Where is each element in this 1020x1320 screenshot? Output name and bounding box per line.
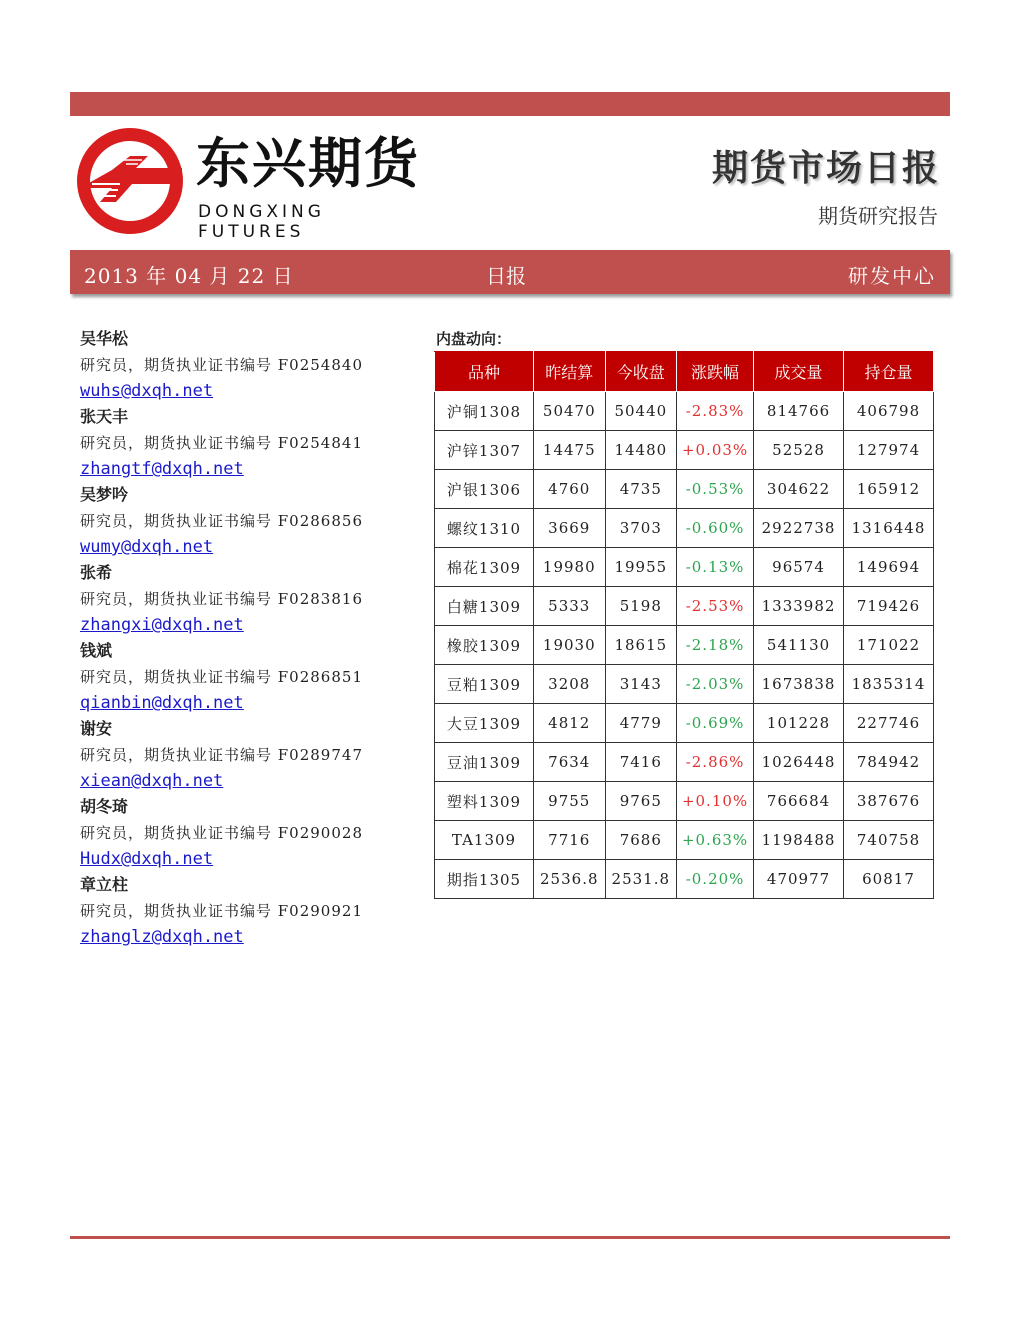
table-cell: 766684 [754,782,844,821]
table-row [435,509,934,548]
analyst-email-link[interactable]: qianbin@dxqh.net [80,693,244,713]
brand-name-en: DONGXING FUTURES [198,202,325,242]
table-cell: 3703 [605,509,677,548]
table-cell: TA1309 [435,821,534,860]
table-row [435,704,934,743]
table-cell: 784942 [844,743,934,782]
table-cell: 沪锌1307 [435,431,534,470]
table-row [435,782,934,821]
table-row [435,743,934,782]
table-cell: 棉花1309 [435,548,534,587]
table-cell: 1198488 [754,821,844,860]
table-cell: -2.53% [677,587,754,626]
info-bar [70,250,950,294]
analyst-name: 张天丰 [80,407,129,426]
table-cell: 豆油1309 [435,743,534,782]
table-cell: 60817 [844,860,934,899]
table-cell: 127974 [844,431,934,470]
table-cell: 52528 [754,431,844,470]
table-cell: 塑料1309 [435,782,534,821]
table-cell: 3143 [605,665,677,704]
report-type: 日报 [486,264,526,288]
analyst-email-link[interactable]: wuhs@dxqh.net [80,381,214,401]
table-cell: 18615 [605,626,677,665]
table-cell: -2.83% [677,392,754,431]
table-cell: 4812 [534,704,606,743]
analyst-name: 胡冬琦 [80,797,129,816]
analyst-role: 研究员，期货执业证书编号 F0289747 [80,746,363,764]
analyst-entry [80,872,420,950]
analyst-entry [80,638,420,716]
table-cell: 豆粕1309 [435,665,534,704]
column-header: 今收盘 [605,352,677,392]
table-cell: 719426 [844,587,934,626]
table-cell: 1673838 [754,665,844,704]
table-cell: 304622 [754,470,844,509]
table-cell: 50470 [534,392,606,431]
table-cell: -2.03% [677,665,754,704]
table-cell: -2.18% [677,626,754,665]
table-row [435,626,934,665]
table-cell: 2531.8 [605,860,677,899]
report-subtitle: 期货研究报告 [818,204,938,228]
table-cell: +0.03% [677,431,754,470]
table-row [435,665,934,704]
table-cell: 101228 [754,704,844,743]
table-cell: 1316448 [844,509,934,548]
analyst-role: 研究员，期货执业证书编号 F0254840 [80,356,363,374]
table-cell: 白糖1309 [435,587,534,626]
table-cell: 740758 [844,821,934,860]
table-cell: 沪银1306 [435,470,534,509]
table-cell: 2536.8 [534,860,606,899]
column-header: 持仓量 [844,352,934,392]
report-date: 2013 年 04 月 22 日 [84,264,294,288]
analyst-entry [80,560,420,638]
table-cell: -0.69% [677,704,754,743]
table-cell: 4779 [605,704,677,743]
column-header: 涨跌幅 [677,352,754,392]
table-title: 内盘动向： [436,330,512,348]
table-cell: 7686 [605,821,677,860]
table-cell: 171022 [844,626,934,665]
table-cell: 406798 [844,392,934,431]
analyst-name: 章立柱 [80,875,129,894]
table-cell: +0.10% [677,782,754,821]
table-row [435,821,934,860]
analyst-role: 研究员，期货执业证书编号 F0254841 [80,434,363,452]
table-cell: -0.13% [677,548,754,587]
analyst-role: 研究员，期货执业证书编号 F0286856 [80,512,363,530]
futures-quote-table [434,351,934,899]
analyst-role: 研究员，期货执业证书编号 F0290921 [80,902,363,920]
table-cell: 19955 [605,548,677,587]
table-cell: 大豆1309 [435,704,534,743]
footer-divider [70,1236,950,1239]
table-cell: 7416 [605,743,677,782]
table-cell: 14475 [534,431,606,470]
table-cell: 7634 [534,743,606,782]
analyst-name: 谢安 [80,719,113,738]
analyst-email-link[interactable]: zhangxi@dxqh.net [80,615,244,635]
table-cell: 3208 [534,665,606,704]
column-header: 成交量 [754,352,844,392]
table-cell: 541130 [754,626,844,665]
table-cell: 5333 [534,587,606,626]
table-cell: 7716 [534,821,606,860]
analyst-email-link[interactable]: wumy@dxqh.net [80,537,214,557]
table-row [435,392,934,431]
table-cell: 14480 [605,431,677,470]
table-row [435,548,934,587]
analyst-email-link[interactable]: Hudx@dxqh.net [80,849,214,869]
column-header: 昨结算 [534,352,606,392]
analyst-entry [80,404,420,482]
table-cell: 2922738 [754,509,844,548]
table-row [435,587,934,626]
table-body [435,392,934,899]
table-header-row [435,352,934,392]
analyst-email-link[interactable]: zhanglz@dxqh.net [80,927,244,947]
analyst-email-link[interactable]: zhangtf@dxqh.net [80,459,244,479]
analyst-name: 吴梦吟 [80,485,129,504]
analyst-role: 研究员，期货执业证书编号 F0290028 [80,824,363,842]
table-row [435,860,934,899]
table-cell: 9765 [605,782,677,821]
table-cell: 3669 [534,509,606,548]
analyst-name: 张希 [80,563,113,582]
table-cell: 4735 [605,470,677,509]
table-cell: 227746 [844,704,934,743]
table-cell: 期指1305 [435,860,534,899]
table-cell: 5198 [605,587,677,626]
dongxing-logo-icon [72,126,190,236]
analyst-name: 钱斌 [80,641,113,660]
table-cell: 149694 [844,548,934,587]
report-department: 研发中心 [848,264,936,288]
analyst-name: 吴华松 [80,329,129,348]
table-cell: 470977 [754,860,844,899]
analyst-role: 研究员，期货执业证书编号 F0286851 [80,668,363,686]
table-cell: 9755 [534,782,606,821]
analyst-list [80,326,420,950]
table-cell: -0.60% [677,509,754,548]
table-cell: 4760 [534,470,606,509]
analyst-entry [80,794,420,872]
table-cell: 50440 [605,392,677,431]
top-decorative-bar [70,92,950,116]
analyst-entry [80,716,420,794]
brand-name-cn: 东兴期货 [196,132,420,195]
table-cell: 165912 [844,470,934,509]
table-cell: 387676 [844,782,934,821]
table-cell: 沪铜1308 [435,392,534,431]
table-cell: 19030 [534,626,606,665]
analyst-email-link[interactable]: xiean@dxqh.net [80,771,224,791]
column-header: 品种 [435,352,534,392]
table-cell: -2.86% [677,743,754,782]
table-cell: -0.53% [677,470,754,509]
analyst-entry [80,326,420,404]
table-cell: 814766 [754,392,844,431]
analyst-entry [80,482,420,560]
table-cell: 橡胶1309 [435,626,534,665]
table-row [435,431,934,470]
report-title: 期货市场日报 [711,147,940,189]
table-row [435,470,934,509]
table-cell: 1835314 [844,665,934,704]
analyst-role: 研究员，期货执业证书编号 F0283816 [80,590,363,608]
table-cell: +0.63% [677,821,754,860]
table-cell: 螺纹1310 [435,509,534,548]
table-cell: 1333982 [754,587,844,626]
table-cell: 19980 [534,548,606,587]
table-cell: 1026448 [754,743,844,782]
table-cell: 96574 [754,548,844,587]
company-logo [72,126,432,242]
table-cell: -0.20% [677,860,754,899]
